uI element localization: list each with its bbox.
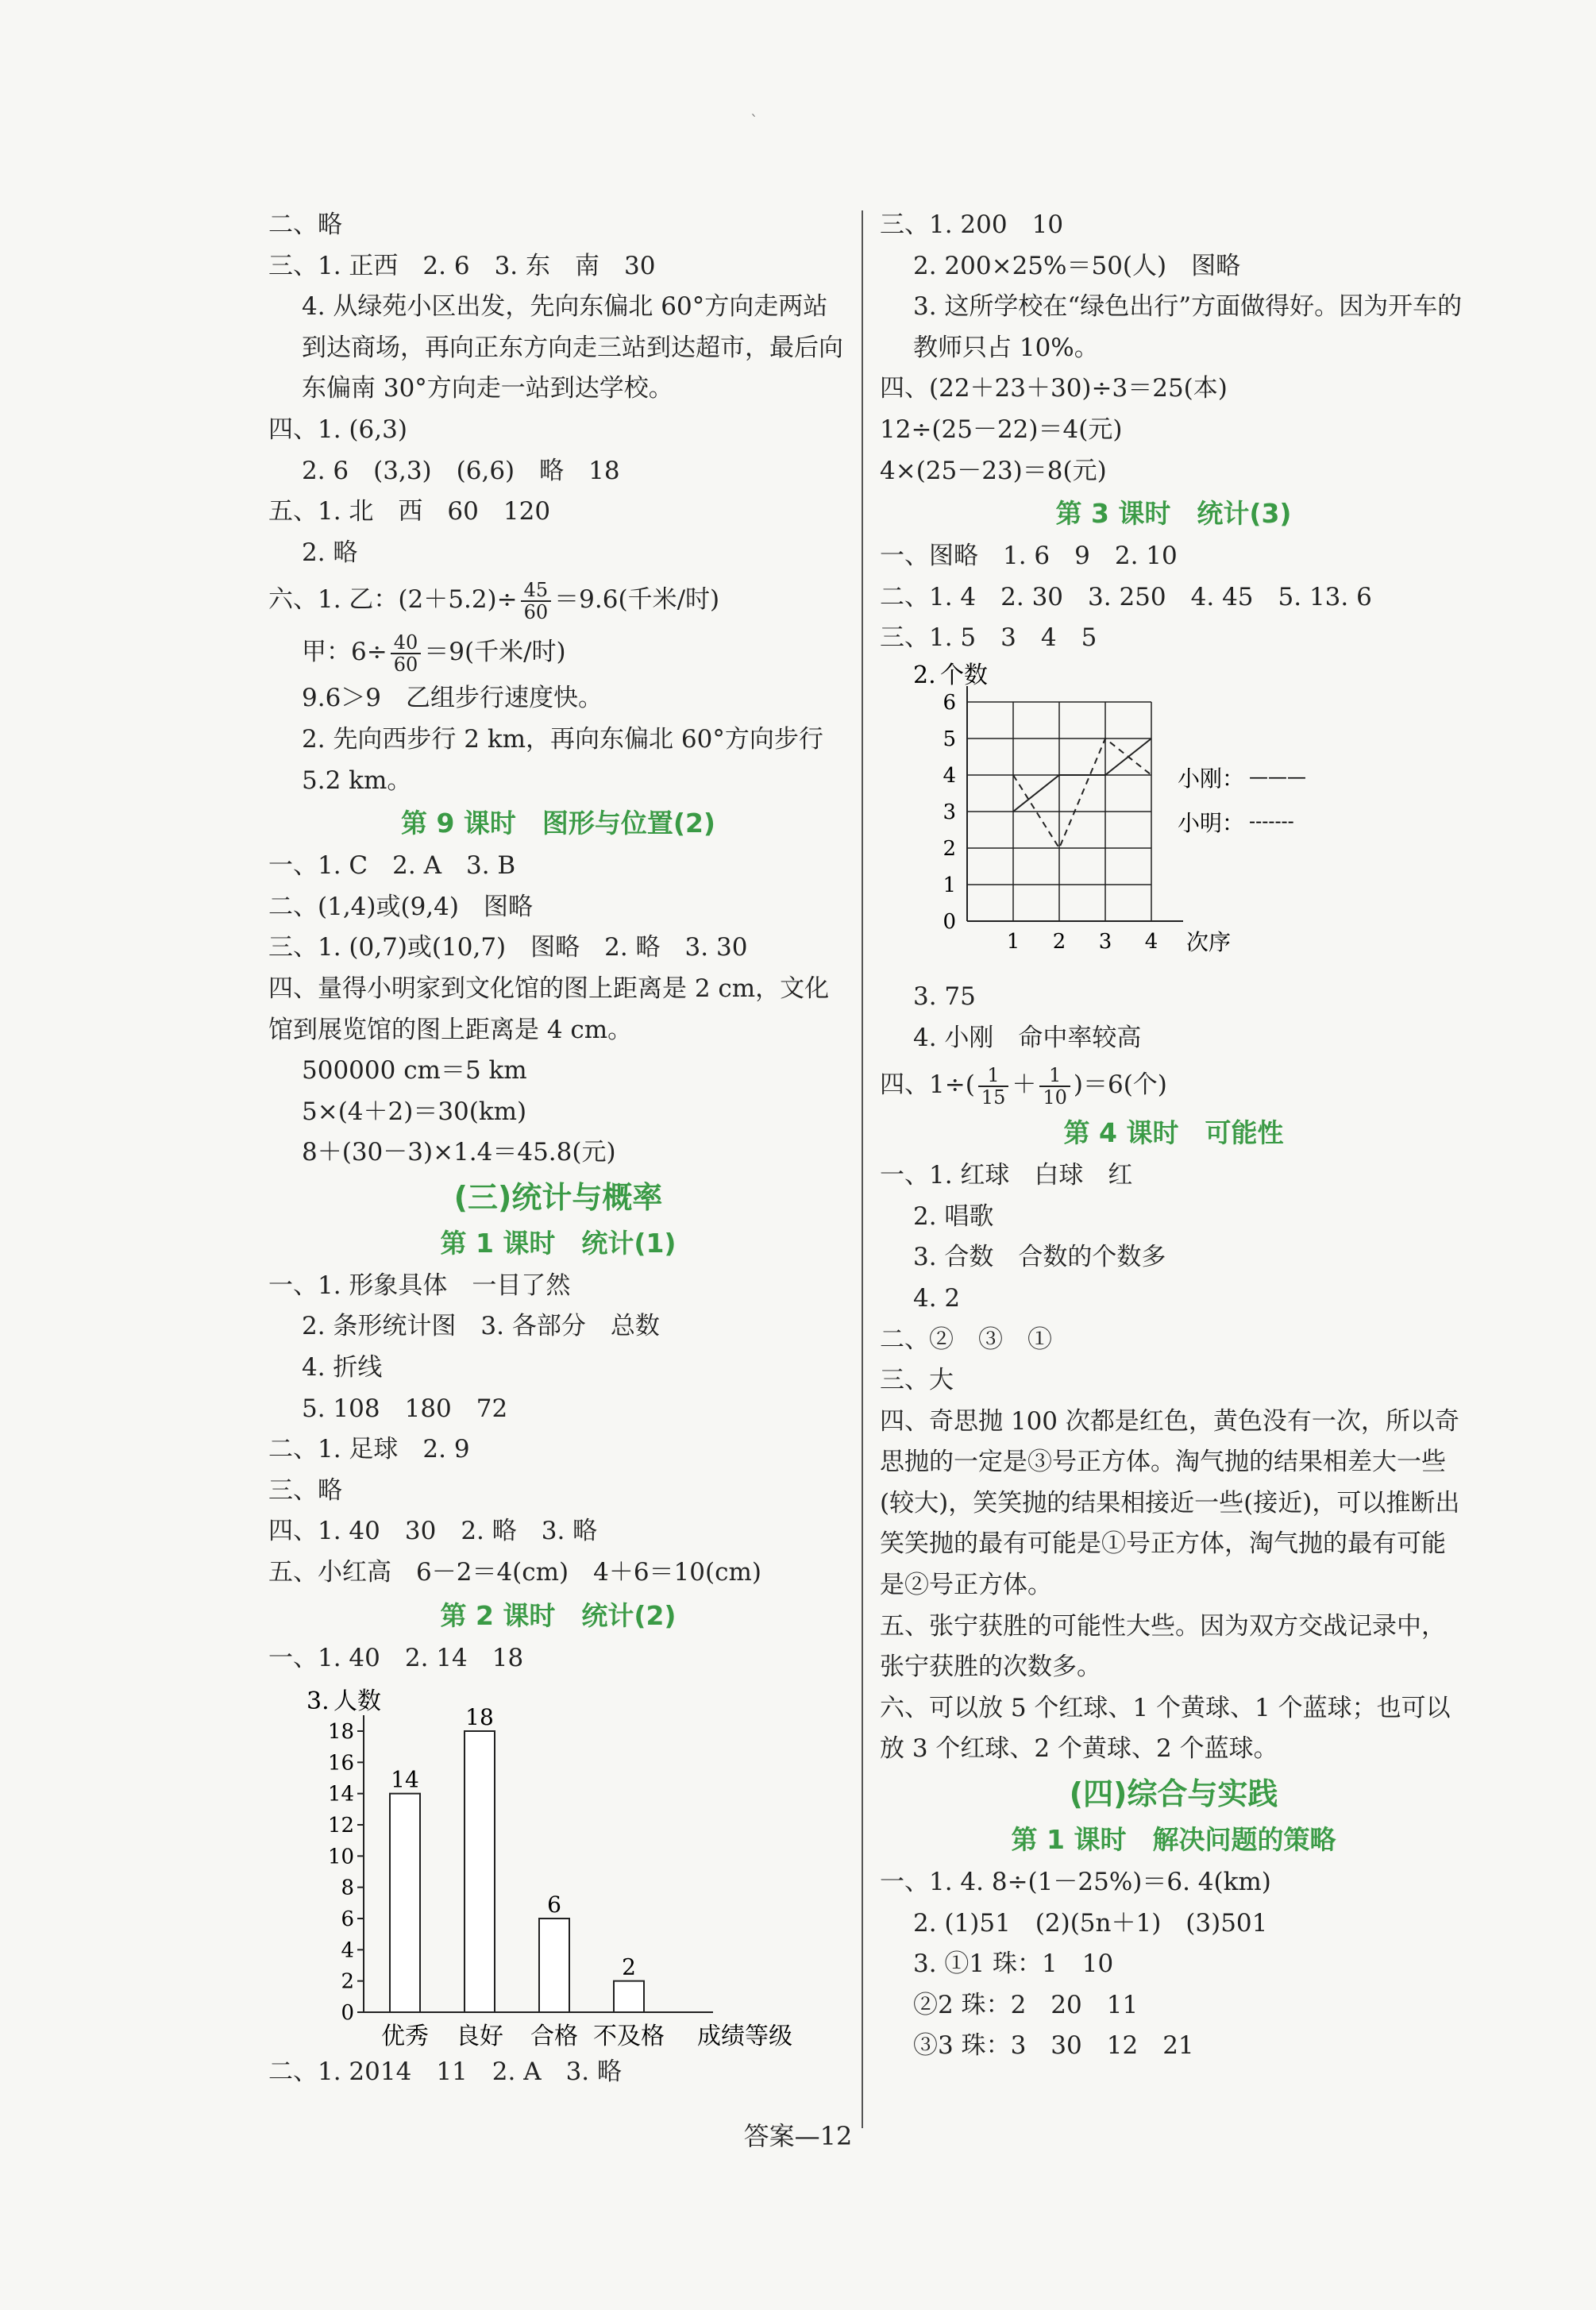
answer-line: 一、1. 红球 白球 红 (880, 1161, 1133, 1190)
answer-line: 三、大 (880, 1366, 954, 1395)
y-tick-label: 10 (327, 1845, 354, 1869)
x-axis-label: 次序 (1186, 928, 1232, 955)
right-column (880, 205, 1467, 2067)
answer-line: 4. 小刚 命中率较高 (913, 1023, 1142, 1052)
answer-line: 4. 2 (913, 1283, 961, 1313)
section-heading: 第 3 课时 统计(3) (1055, 498, 1292, 530)
text: ＋ (1012, 1070, 1037, 1100)
y-tick-label: 4 (943, 763, 956, 788)
answer-line: 二、1. 4 2. 30 3. 250 4. 45 5. 13. 6 (880, 582, 1372, 611)
x-tick-label: 合格 (530, 2023, 578, 2051)
fraction-numerator: 1 (978, 1065, 1009, 1087)
answer-line: 9.6＞9 乙组步行速度快。 (302, 684, 603, 713)
answer-paragraph: 3. 这所学校在“绿色出行”方面做得好。因为开车的教师只占 10%。 (913, 292, 1463, 362)
x-tick-label: 1 (1006, 929, 1020, 954)
chart-prefix: 2. (913, 661, 936, 689)
answer-line: 一、1. 形象具体 一目了然 (268, 1271, 571, 1300)
section-heading: 第 1 课时 解决问题的策略 (1011, 1824, 1336, 1856)
y-tick-label: 12 (327, 1814, 354, 1838)
bar-chart (268, 1679, 848, 2052)
page-footer: 答案—12 (743, 2121, 853, 2151)
bar (465, 1731, 495, 2012)
answer-line: 12÷(25－22)＝4(元) (880, 415, 1123, 444)
fraction-denominator: 15 (981, 1086, 1006, 1109)
answer-line: 三、1. 200 10 (880, 210, 1064, 239)
text: 四、1÷( (880, 1070, 975, 1100)
answer-line: 3. 75 (913, 981, 976, 1011)
answer-line: 5×(4＋2)＝30(km) (302, 1097, 527, 1126)
fraction-line (268, 573, 848, 626)
y-tick-label: 0 (943, 909, 956, 934)
section-heading: 第 9 课时 图形与位置(2) (400, 808, 716, 839)
y-axis-label: 个数 (940, 661, 988, 689)
answer-line: 四、1. 40 30 2. 略 3. 略 (268, 1517, 598, 1546)
fraction-numerator: 1 (1039, 1065, 1070, 1087)
text: )＝6(个) (1073, 1070, 1167, 1100)
y-tick-label: 18 (327, 1720, 354, 1745)
fraction-numerator: 45 (521, 580, 552, 602)
fraction (978, 1065, 1009, 1108)
y-tick-label: 0 (341, 2001, 354, 2026)
answer-line: 二、1. 2014 11 2. A 3. 略 (268, 2057, 623, 2087)
x-tick-label: 2 (1052, 929, 1066, 954)
x-tick-label: 良好 (456, 2023, 503, 2051)
y-axis-label: 人数 (333, 1687, 381, 1716)
fraction-denominator: 10 (1043, 1086, 1067, 1109)
line-chart (880, 659, 1467, 977)
y-tick-label: 6 (341, 1907, 354, 1932)
answer-line: 三、略 (268, 1475, 342, 1505)
fraction-denominator: 60 (523, 600, 549, 623)
section-heading: 第 1 课时 统计(1) (440, 1227, 677, 1259)
answer-paragraph: 五、张宁获胜的可能性大些。因为双方交战记录中，张宁获胜的次数多。 (880, 1611, 1446, 1682)
fraction (1039, 1065, 1070, 1108)
text: ＝9(千米/时) (424, 638, 566, 667)
answer-line: 4. 折线 (302, 1353, 383, 1383)
answer-line: 三、1. 正西 2. 6 3. 东 南 30 (268, 251, 656, 280)
answer-line: 二、略 (268, 210, 342, 239)
y-tick-label: 2 (341, 1969, 354, 1994)
answer-paragraph: 2. 先向西步行 2 km，再向东偏北 60°方向步行5.2 km。 (302, 724, 823, 795)
answer-line: 一、1. 40 2. 14 18 (268, 1643, 524, 1672)
bar (390, 1794, 420, 2012)
answer-line: 二、(1,4)或(9,4) 图略 (268, 892, 533, 921)
y-tick-label: 2 (943, 836, 956, 861)
y-tick-label: 8 (341, 1876, 354, 1900)
answer-line: 2. 条形统计图 3. 各部分 总数 (302, 1312, 660, 1341)
chapter-heading: (三)统计与概率 (453, 1179, 663, 1215)
text: 甲：6÷ (302, 638, 387, 667)
answer-line: 4×(25－23)＝8(元) (880, 456, 1107, 485)
text: 六、1. 乙：(2＋5.2)÷ (268, 585, 518, 615)
answer-line: 五、小红高 6－2＝4(cm) 4＋6＝10(cm) (268, 1558, 761, 1587)
answer-line: 2. 200×25%＝50(人) 图略 (913, 251, 1241, 280)
answer-line: 二、② ③ ① (880, 1325, 1052, 1354)
chart-prefix: 3. (306, 1687, 330, 1716)
legend-sample: ——— (1249, 765, 1306, 788)
answer-line: 3. 合数 合数的个数多 (913, 1243, 1166, 1272)
fraction (521, 580, 552, 623)
answer-line: 500000 cm＝5 km (302, 1056, 527, 1086)
fraction (391, 632, 422, 675)
answer-line: 8＋(30－3)×1.4＝45.8(元) (302, 1138, 616, 1167)
y-tick-label: 14 (327, 1782, 354, 1807)
legend-label: 小刚： (1178, 765, 1245, 792)
x-tick-label: 4 (1144, 929, 1158, 954)
answer-line: 2. (1)51 (2)(5n＋1) (3)501 (913, 1908, 1268, 1938)
x-tick-label: 不及格 (593, 2023, 665, 2051)
legend-label: 小明： (1178, 809, 1245, 836)
y-tick-label: 16 (327, 1751, 354, 1776)
left-column (268, 205, 848, 2093)
answer-paragraph: 六、可以放 5 个红球、1 个黄球、1 个蓝球；也可以放 3 个红球、2 个黄球、2 个蓝球。 (880, 1693, 1451, 1764)
answer-paragraph: 四、奇思抛 100 次都是红色，黄色没有一次，所以奇思抛的一定是③号正方体。淘气抛的结果相差大一些(较大)，笑笑抛的结果相接近一些(接近)，可以推断出笑笑抛的最有可能是①号正方体，淘气抛的最有可能是②号正方体。 (880, 1406, 1460, 1600)
answer-line: 2. 6 (3,3) (6,6) 略 18 (302, 456, 620, 485)
column-divider (862, 210, 863, 2128)
text: ＝9.6(千米/时) (554, 585, 720, 615)
answer-line: ③3 珠：3 30 12 21 (913, 2031, 1194, 2061)
fraction-denominator: 60 (393, 653, 418, 676)
y-tick-label: 4 (341, 1938, 354, 1963)
bar-data-label: 2 (622, 1953, 636, 1980)
fraction-numerator: 40 (391, 632, 422, 654)
section-heading: 第 2 课时 统计(2) (440, 1599, 677, 1631)
fraction-line (268, 626, 848, 678)
bar (539, 1919, 569, 2012)
bar-data-label: 14 (391, 1766, 419, 1793)
answer-line: 三、1. 5 3 4 5 (880, 623, 1097, 653)
fraction-line (880, 1059, 1467, 1111)
y-tick-label: 1 (943, 873, 956, 897)
answer-line: 四、1. (6,3) (268, 415, 407, 444)
x-tick-label: 优秀 (381, 2023, 429, 2051)
answer-line: 5. 108 180 72 (302, 1394, 508, 1423)
answer-paragraph: 4. 从绿苑小区出发，先向东偏北 60°方向走两站到达商场，再向正东方向走三站到达超市，最后向东偏南 30°方向走一站到达学校。 (302, 292, 843, 403)
answer-line: 五、1. 北 西 60 120 (268, 497, 551, 526)
y-tick-label: 6 (943, 690, 956, 715)
page-mark: ` (750, 111, 758, 130)
answer-line: 2. 唱歌 (913, 1201, 994, 1231)
y-tick-label: 5 (943, 727, 956, 751)
answer-line: 二、1. 足球 2. 9 (268, 1435, 470, 1464)
answer-line: 三、1. (0,7)或(10,7) 图略 2. 略 3. 30 (268, 933, 748, 962)
section-heading: 第 4 课时 可能性 (1063, 1117, 1284, 1149)
answer-line: 3. ①1 珠：1 10 (913, 1949, 1114, 1979)
bar-data-label: 6 (547, 1892, 561, 1919)
answer-line: 一、1. 4. 8÷(1－25%)＝6. 4(km) (880, 1868, 1271, 1897)
answer-line: 四、(22＋23＋30)÷3＝25(本) (880, 374, 1228, 403)
answer-line: ②2 珠：2 20 11 (913, 1990, 1139, 2019)
chapter-heading: (四)综合与实践 (1069, 1776, 1278, 1812)
answer-line: 2. 略 (302, 538, 358, 567)
legend-sample: ------- (1249, 809, 1294, 832)
bar (614, 1981, 644, 2012)
answer-line: 一、1. C 2. A 3. B (268, 851, 516, 881)
x-axis-label: 成绩等级 (697, 2023, 792, 2051)
answer-paragraph: 四、量得小明家到文化馆的图上距离是 2 cm，文化馆到展览馆的图上距离是 4 cm。 (268, 974, 830, 1044)
y-tick-label: 3 (943, 800, 956, 824)
x-tick-label: 3 (1098, 929, 1112, 954)
bar-data-label: 18 (465, 1704, 494, 1731)
answer-line: 一、图略 1. 6 9 2. 10 (880, 542, 1178, 571)
